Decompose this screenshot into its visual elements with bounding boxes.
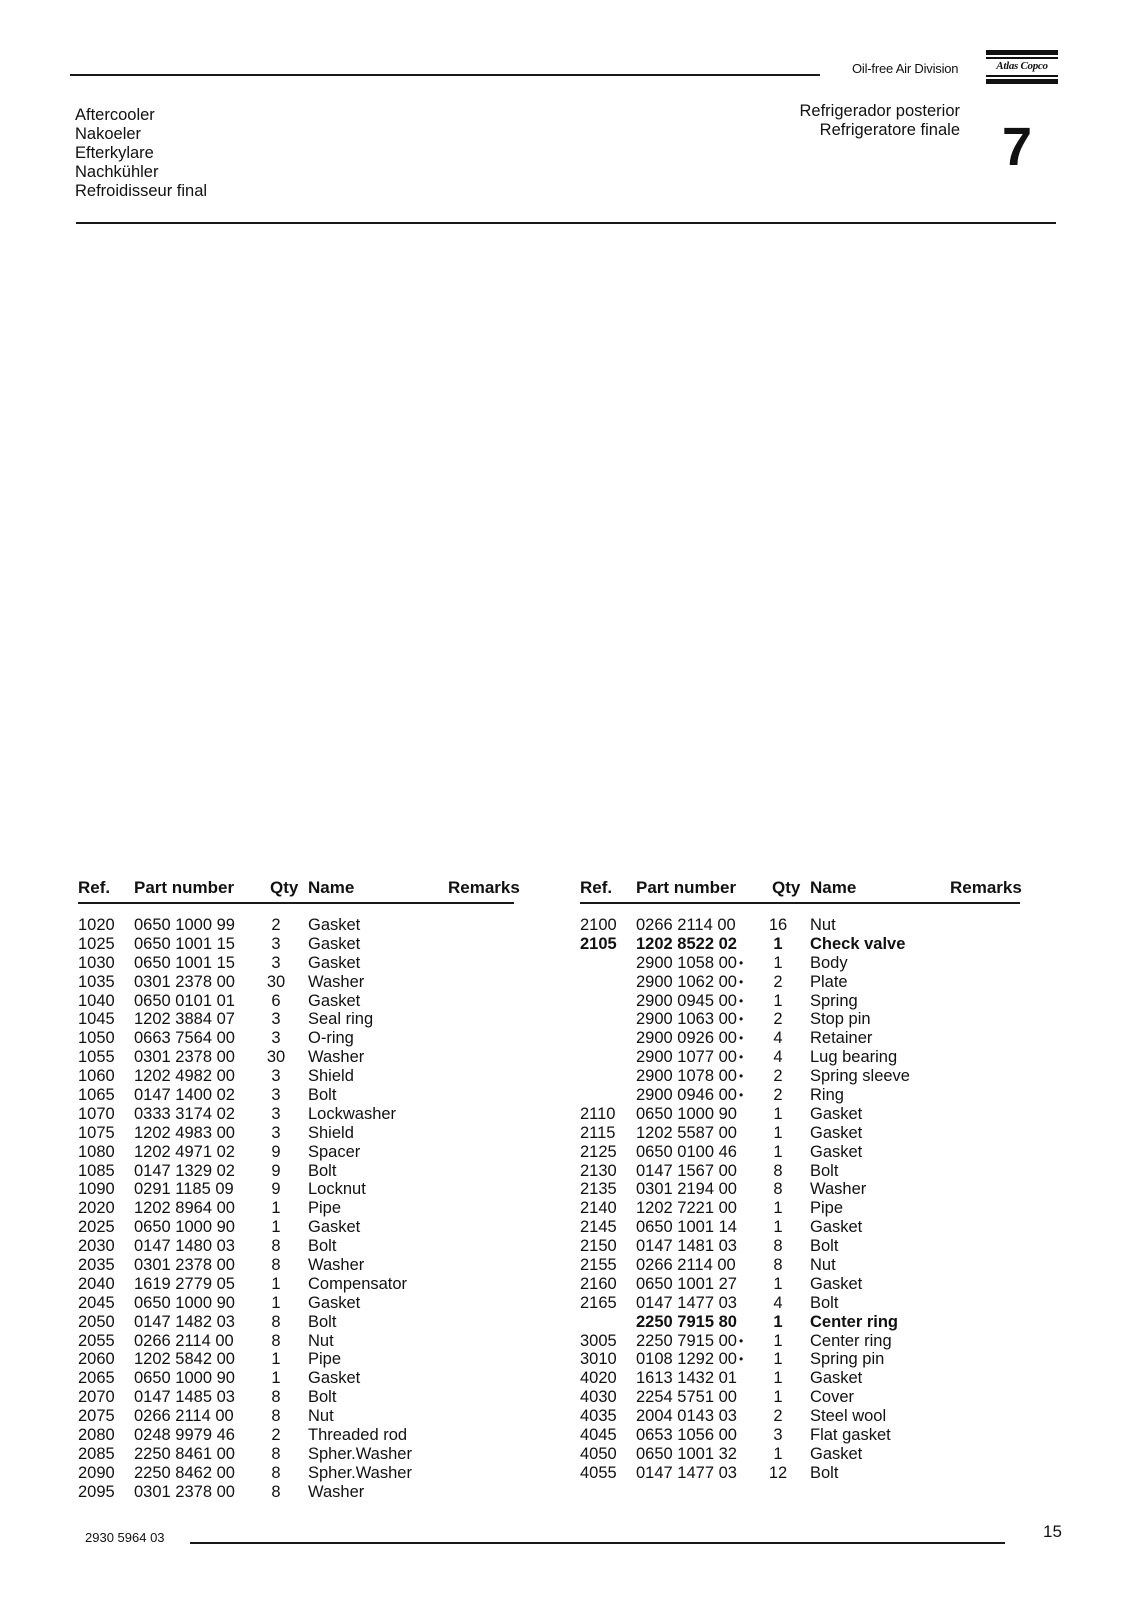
name-cell: Bolt [810,1161,839,1180]
kit-bullet-icon: • [739,1333,744,1348]
table-header [78,878,518,904]
part-number-cell: 0266 2114 00 [134,1407,234,1426]
name-cell: Bolt [810,1463,839,1482]
qty-cell: 8 [271,1312,281,1331]
name-cell: Spher.Washer [308,1444,412,1463]
qty-cell: 1 [271,1350,281,1369]
col-qty-header: Qty [772,878,801,897]
part-number-cell: 0663 7564 00 [134,1029,235,1048]
ref-cell: 3010 [580,1350,617,1369]
qty-cell: 3 [271,1067,281,1086]
kit-bullet-icon: • [739,1050,744,1065]
name-cell: Spacer [308,1142,361,1161]
name-cell: Check valve [810,934,906,953]
ref-cell: 1045 [78,1010,115,1029]
kit-bullet-icon: • [739,1088,744,1103]
part-number-cell: 0333 3174 02 [134,1104,235,1123]
qty-cell: 30 [266,1048,286,1067]
name-cell: Shield [308,1067,354,1086]
title-german: Nachkühler [75,163,159,181]
part-number-cell: 2900 1062 00 [636,972,737,991]
name-cell: Washer [308,1256,365,1275]
qty-cell: 1 [271,1199,281,1218]
qty-cell: 2 [271,916,281,934]
part-number-cell: 0147 1480 03 [134,1237,235,1256]
col-ref-header: Ref. [78,878,111,897]
part-number-cell: 1202 5842 00 [134,1350,235,1369]
ref-cell: 2160 [580,1274,617,1293]
division-label: Oil-free Air Division [852,61,959,76]
ref-cell: 1075 [78,1123,115,1142]
ref-cell: 1050 [78,1029,115,1048]
qty-cell: 2 [271,1426,281,1445]
col-remarks-header: Remarks [950,878,1022,897]
part-number-cell: 0266 2114 00 [134,1331,234,1350]
part-number-cell: 0147 1481 03 [636,1237,737,1256]
ref-cell: 4045 [580,1426,617,1445]
part-number-cell: 1202 8522 02 [636,934,737,953]
qty-cell: 3 [271,1086,281,1105]
part-number-cell: 1202 3884 07 [134,1010,235,1029]
part-number-cell: 0650 1001 32 [636,1444,737,1463]
table-header-rule [78,902,514,904]
qty-cell: 16 [768,916,788,934]
parts-table-left [78,878,520,1501]
kit-bullet-icon: • [739,1012,744,1027]
kit-bullet-icon: • [739,974,744,989]
qty-cell: 3 [773,1426,783,1445]
ref-cell: 2140 [580,1199,617,1218]
name-cell: Seal ring [308,1010,374,1029]
col-name-header: Name [308,878,355,897]
ref-cell: 2125 [580,1142,617,1161]
name-cell: Bolt [308,1161,337,1180]
name-cell: Bolt [810,1293,839,1312]
name-cell: Gasket [308,934,361,953]
qty-cell: 1 [773,1312,783,1331]
qty-cell: 1 [773,1274,783,1293]
ref-cell: 2110 [580,1104,616,1123]
header-rule-top [70,74,820,76]
part-number-cell: 0650 1001 15 [134,953,235,972]
name-cell: Washer [308,972,365,991]
part-number-cell: 0650 1001 15 [134,934,235,953]
part-number-cell: 2900 1063 00 [636,1010,737,1029]
part-number-cell: 0147 1567 00 [636,1161,737,1180]
ref-cell: 2070 [78,1388,115,1407]
document-code: 2930 5964 03 [85,1530,165,1545]
ref-cell: 4030 [580,1388,617,1407]
ref-cell: 2050 [78,1312,115,1331]
ref-cell: 1040 [78,991,115,1010]
qty-cell: 1 [773,934,783,953]
qty-cell: 1 [773,991,783,1010]
ref-cell: 2135 [580,1180,617,1199]
part-number-cell: 1613 1432 01 [636,1369,737,1388]
part-number-cell: 0147 1477 03 [636,1463,737,1482]
ref-cell: 2025 [78,1218,115,1237]
part-number-cell: 2900 1078 00 [636,1067,737,1086]
qty-cell: 8 [773,1161,783,1180]
qty-cell: 8 [271,1388,281,1407]
qty-cell: 4 [773,1293,783,1312]
name-cell: Gasket [308,1293,361,1312]
ref-cell: 2155 [580,1256,617,1275]
qty-cell: 1 [773,1388,783,1407]
part-number-cell: 0301 2378 00 [134,1256,235,1275]
ref-cell: 2100 [580,916,617,934]
col-qty-header: Qty [270,878,299,897]
title-french: Refroidisseur final [75,182,208,200]
qty-cell: 1 [773,1350,783,1369]
logo-wordmark: Atlas Copco [996,60,1048,72]
name-cell: Nut [308,1331,334,1350]
ref-cell: 1020 [78,916,115,934]
name-cell: Retainer [810,1029,873,1048]
name-cell: Nut [810,916,836,934]
qty-cell: 2 [773,1086,783,1105]
ref-cell: 2085 [78,1444,115,1463]
name-cell: Spring [810,991,858,1010]
name-cell: Gasket [810,1218,863,1237]
qty-cell: 1 [773,953,783,972]
ref-cell: 4050 [580,1444,617,1463]
ref-cell: 1070 [78,1104,115,1123]
name-cell: Stop pin [810,1010,871,1029]
name-cell: Gasket [810,1369,863,1388]
qty-cell: 3 [271,1123,281,1142]
qty-cell: 6 [271,991,281,1010]
name-cell: Bolt [308,1237,337,1256]
ref-cell: 4020 [580,1369,617,1388]
qty-cell: 1 [773,1444,783,1463]
name-cell: Locknut [308,1180,366,1199]
ref-cell: 3005 [580,1331,617,1350]
title-dutch: Nakoeler [75,125,142,143]
qty-cell: 8 [773,1180,783,1199]
part-number-cell: 2250 8461 00 [134,1444,235,1463]
name-cell: Bolt [308,1312,337,1331]
name-cell: Pipe [810,1199,844,1218]
part-number-cell: 0650 1001 27 [636,1274,737,1293]
part-number-cell: 0650 0100 46 [636,1142,737,1161]
name-cell: Lockwasher [308,1104,397,1123]
ref-cell: 2095 [78,1482,115,1501]
part-number-cell: 0301 2194 00 [636,1180,737,1199]
qty-cell: 1 [773,1331,783,1350]
part-number-cell: 2900 1077 00 [636,1048,737,1067]
ref-cell: 1035 [78,972,115,991]
col-part-header: Part number [134,878,235,897]
qty-cell: 1 [773,1199,783,1218]
name-cell: Washer [308,1482,365,1501]
col-ref-header: Ref. [580,878,613,897]
ref-cell: 4055 [580,1463,617,1482]
ref-cell: 4035 [580,1407,617,1426]
table-header-rule [580,902,1020,904]
part-number-cell: 0653 1056 00 [636,1426,737,1445]
qty-cell: 8 [271,1256,281,1275]
title-swedish: Efterkylare [75,144,154,162]
qty-cell: 8 [773,1237,783,1256]
qty-cell: 4 [773,1048,783,1067]
ref-cell: 2055 [78,1331,115,1350]
part-number-cell: 0147 1400 02 [134,1086,235,1105]
ref-cell: 1025 [78,934,115,953]
ref-cell: 1030 [78,953,115,972]
part-number-cell: 0301 2378 00 [134,1482,235,1501]
part-number-cell: 0147 1477 03 [636,1293,737,1312]
footer-rule [190,1542,1005,1544]
name-cell: Bolt [308,1086,337,1105]
part-number-cell: 0147 1482 03 [134,1312,235,1331]
part-number-cell: 0650 1000 90 [636,1104,737,1123]
part-number-cell: 0291 1185 09 [134,1180,234,1199]
part-number-cell: 2900 0945 00 [636,991,737,1010]
qty-cell: 2 [773,1407,783,1426]
name-cell: Nut [308,1407,334,1426]
part-number-cell: 2900 0926 00 [636,1029,737,1048]
part-number-cell: 0108 1292 00 [636,1350,737,1369]
name-cell: Ring [810,1086,844,1105]
qty-cell: 8 [271,1444,281,1463]
part-number-cell: 1202 7221 00 [636,1199,737,1218]
qty-cell: 2 [773,1067,783,1086]
part-number-cell: 0248 9979 46 [134,1426,235,1445]
part-number-cell: 0650 1000 99 [134,916,235,934]
ref-cell: 2115 [580,1123,616,1142]
part-number-cell: 0301 2378 00 [134,1048,235,1067]
atlas-copco-logo [986,50,1058,84]
qty-cell: 8 [271,1237,281,1256]
name-cell: Gasket [308,916,361,934]
ref-cell: 2150 [580,1237,617,1256]
qty-cell: 1 [271,1369,281,1388]
qty-cell: 2 [773,1010,783,1029]
name-cell: Steel wool [810,1407,887,1426]
name-cell: Pipe [308,1199,342,1218]
ref-cell: 2105 [580,934,617,953]
ref-cell: 1060 [78,1067,115,1086]
qty-cell: 8 [271,1407,281,1426]
col-part-header: Part number [636,878,737,897]
qty-cell: 3 [271,953,281,972]
ref-cell: 2030 [78,1237,115,1256]
name-cell: Pipe [308,1350,342,1369]
title-italian: Refrigeratore finale [819,121,960,139]
part-number-cell: 2254 5751 00 [636,1388,737,1407]
name-cell: Gasket [810,1274,863,1293]
part-number-cell: 1202 4983 00 [134,1123,235,1142]
name-cell: Flat gasket [810,1426,891,1445]
qty-cell: 9 [271,1142,281,1161]
part-number-cell: 2900 0946 00 [636,1086,737,1105]
name-cell: Lug bearing [810,1048,898,1067]
name-cell: Gasket [308,953,361,972]
name-cell: Cover [810,1388,855,1407]
qty-cell: 3 [271,934,281,953]
name-cell: Bolt [308,1388,337,1407]
qty-cell: 30 [266,972,286,991]
table-header [580,878,1020,904]
part-number-cell: 2004 0143 03 [636,1407,737,1426]
name-cell: Shield [308,1123,354,1142]
name-cell: Spher.Washer [308,1463,412,1482]
ref-cell: 2145 [580,1218,617,1237]
name-cell: Center ring [810,1331,892,1350]
name-cell: Body [810,953,848,972]
ref-cell: 2165 [580,1293,617,1312]
part-number-cell: 2250 7915 80 [636,1312,737,1331]
part-number-cell: 1202 5587 00 [636,1123,737,1142]
ref-cell: 1090 [78,1180,115,1199]
part-number-cell: 2250 8462 00 [134,1463,235,1482]
name-cell: Plate [810,972,848,991]
titles-right [800,102,961,140]
qty-cell: 4 [773,1029,783,1048]
part-number-cell: 0147 1485 03 [134,1388,235,1407]
col-remarks-header: Remarks [448,878,520,897]
ref-cell: 2090 [78,1463,115,1482]
part-number-cell: 0650 1000 90 [134,1293,235,1312]
part-number-cell: 0266 2114 00 [636,1256,736,1275]
qty-cell: 8 [271,1482,281,1501]
qty-cell: 9 [271,1180,281,1199]
name-cell: Spring pin [810,1350,885,1369]
title-english: Aftercooler [75,106,155,124]
name-cell: Gasket [810,1123,863,1142]
part-number-cell: 0650 0101 01 [134,991,235,1010]
name-cell: Washer [308,1048,365,1067]
section-number: 7 [1002,117,1033,177]
name-cell: Center ring [810,1312,899,1331]
qty-cell: 1 [773,1123,783,1142]
ref-cell: 2060 [78,1350,115,1369]
col-name-header: Name [810,878,857,897]
qty-cell: 8 [773,1256,783,1275]
ref-cell: 1065 [78,1086,115,1105]
name-cell: Gasket [308,991,361,1010]
name-cell: Gasket [810,1444,863,1463]
part-number-cell: 1202 4982 00 [134,1067,235,1086]
ref-cell: 2075 [78,1407,115,1426]
parts-table-right [580,878,1022,1482]
qty-cell: 12 [768,1463,788,1482]
titles-left [75,106,207,201]
qty-cell: 8 [271,1463,281,1482]
kit-bullet-icon: • [739,1352,744,1367]
qty-cell: 3 [271,1029,281,1048]
name-cell: Bolt [810,1237,839,1256]
qty-cell: 2 [773,972,783,991]
kit-bullet-icon: • [739,1069,744,1084]
kit-bullet-icon: • [739,955,744,970]
ref-cell: 1085 [78,1161,115,1180]
page-number: 15 [1043,1522,1062,1541]
name-cell: Nut [810,1256,836,1275]
name-cell: Gasket [810,1142,863,1161]
qty-cell: 1 [773,1369,783,1388]
part-number-cell: 2900 1058 00 [636,953,737,972]
part-number-cell: 2250 7915 00 [636,1331,737,1350]
ref-cell: 2045 [78,1293,115,1312]
part-number-cell: 1202 4971 02 [134,1142,235,1161]
ref-cell: 1055 [78,1048,115,1067]
part-number-cell: 1202 8964 00 [134,1199,235,1218]
part-number-cell: 0650 1001 14 [636,1218,737,1237]
name-cell: Compensator [308,1274,408,1293]
part-number-cell: 1619 2779 05 [134,1274,235,1293]
qty-cell: 9 [271,1161,281,1180]
kit-bullet-icon: • [739,993,744,1008]
ref-cell: 2020 [78,1199,115,1218]
ref-cell: 2035 [78,1256,115,1275]
ref-cell: 2080 [78,1426,115,1445]
ref-cell: 1080 [78,1142,115,1161]
qty-cell: 1 [271,1218,281,1237]
name-cell: Gasket [308,1218,361,1237]
name-cell: Washer [810,1180,867,1199]
qty-cell: 1 [773,1104,783,1123]
name-cell: Gasket [308,1369,361,1388]
ref-cell: 2040 [78,1274,115,1293]
qty-cell: 3 [271,1104,281,1123]
part-number-cell: 0650 1000 90 [134,1218,235,1237]
qty-cell: 1 [773,1142,783,1161]
name-cell: O-ring [308,1029,354,1048]
qty-cell: 3 [271,1010,281,1029]
header-rule-bottom [76,222,1056,224]
ref-cell: 2130 [580,1161,617,1180]
name-cell: Gasket [810,1104,863,1123]
part-number-cell: 0147 1329 02 [134,1161,235,1180]
part-number-cell: 0266 2114 00 [636,916,736,934]
part-number-cell: 0301 2378 00 [134,972,235,991]
qty-cell: 1 [271,1274,281,1293]
name-cell: Spring sleeve [810,1067,910,1086]
name-cell: Threaded rod [308,1426,408,1445]
part-number-cell: 0650 1000 90 [134,1369,235,1388]
qty-cell: 1 [271,1293,281,1312]
qty-cell: 1 [773,1218,783,1237]
qty-cell: 8 [271,1331,281,1350]
ref-cell: 2065 [78,1369,115,1388]
title-spanish: Refrigerador posterior [799,102,960,120]
kit-bullet-icon: • [739,1031,744,1046]
